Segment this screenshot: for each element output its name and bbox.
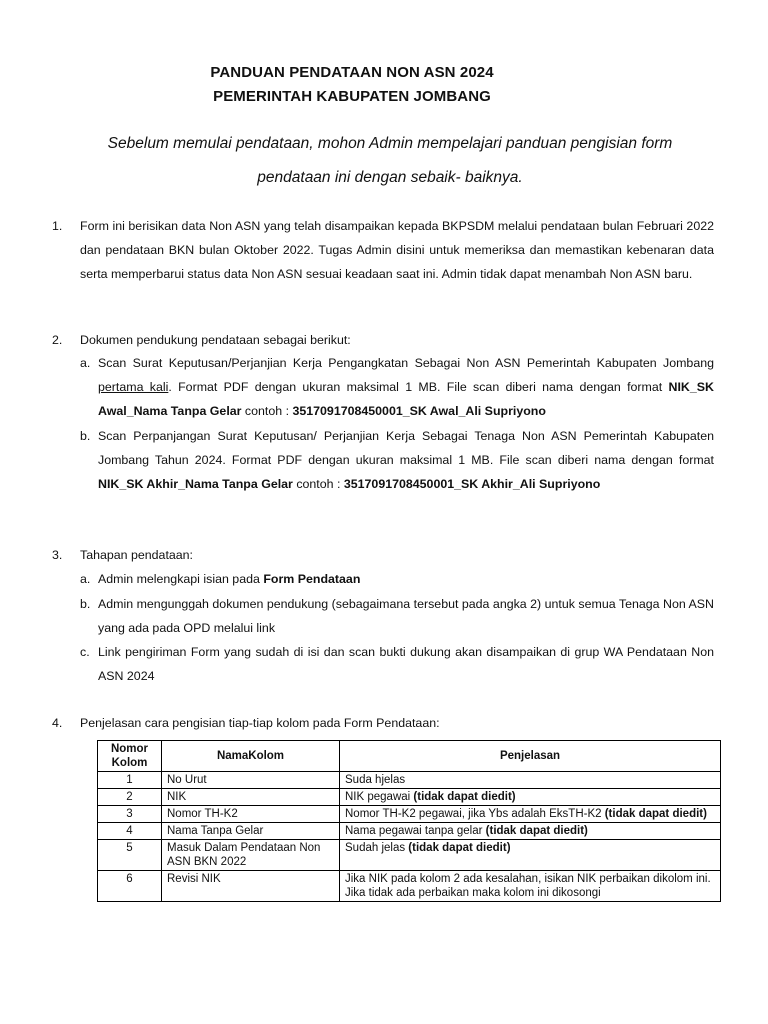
column-explanation — [340, 823, 721, 840]
column-explanation — [340, 789, 721, 806]
table-header-row — [98, 741, 721, 772]
section-1-text: Form ini berisikan data Non ASN yang telah disampaikan kepada BKPSDM melalui pendataan bulan Februari 2022 dan pendataan BKN bulan Oktober 2022. Tugas Admin disini untuk memeriksa dan memastikan kebenaran data serta memperbarui status data Non ASN sesuai keadaan saat ini. Admin tidak dapat menambah Non ASN baru. — [80, 219, 714, 281]
text-run: Scan Perpanjangan Surat Keputusan/ Perjanjian Kerja Sebagai Tenaga Non ASN Pemerintah Kabupaten Jombang Tahun 2024. Format PDF dengan ukuran maksimal 1 MB. File scan diberi nama dengan format — [98, 429, 714, 467]
list-label: b. — [80, 597, 91, 611]
text-run: contoh : — [241, 404, 293, 418]
filename-example: 3517091708450001_SK Akhir_Ali Supriyono — [343, 477, 601, 491]
header-nama-kolom: NamaKolom — [162, 741, 340, 772]
column-explanation — [340, 871, 721, 902]
column-name: No Urut — [162, 772, 340, 789]
list-item-text — [98, 351, 714, 423]
row-number: 4 — [98, 823, 162, 840]
list-item-text: Admin mengunggah dokumen pendukung (sebagaimana tersebut pada angka 2) untuk semua Tenaga Non ASN yang ada pada OPD melalui link — [98, 597, 714, 635]
section-3-number: 3. — [52, 548, 63, 562]
list-item-text: Link pengiriman Form yang sudah di isi dan scan bukti dukung akan disampaikan di grup WA Pendataan Non ASN 2024 — [98, 645, 714, 683]
section-4-text: Penjelasan cara pengisian tiap-tiap kolom pada Form Pendataan: — [80, 716, 440, 730]
list-item-text — [98, 424, 714, 496]
column-name: NIK — [162, 789, 340, 806]
column-name: Nomor TH-K2 — [162, 806, 340, 823]
form-name: Form Pendataan — [263, 572, 361, 586]
row-number: 3 — [98, 806, 162, 823]
section-2-text: Dokumen pendukung pendataan sebagai berikut: — [80, 333, 351, 347]
column-name: Revisi NIK — [162, 871, 340, 902]
explanation-text: Suda hjelas — [345, 774, 406, 786]
section-3-text: Tahapan pendataan: — [80, 548, 193, 562]
filename-format: NIK_SK Akhir_Nama Tanpa Gelar — [98, 477, 293, 491]
table-row — [98, 871, 721, 902]
column-name: Masuk Dalam Pendataan Non ASN BKN 2022 — [162, 840, 340, 871]
intro-line2: pendataan ini dengan sebaik- baiknya. — [257, 169, 523, 186]
text-run: Admin melengkapi isian pada — [98, 572, 264, 586]
table-row — [98, 806, 721, 823]
filename-format: NIK_SK Awal_Nama Tanpa Gelar — [98, 380, 714, 418]
table-row — [98, 772, 721, 789]
explanation-text: NIK pegawai — [345, 791, 414, 803]
column-guide-table — [97, 740, 721, 902]
header-penjelasan: Penjelasan — [340, 741, 721, 772]
text-run: Scan Surat Keputusan/Perjanjian Kerja Pengangkatan Sebagai Non ASN Pemerintah Kabupaten Jombang — [98, 356, 714, 370]
explanation-text: Nama pegawai tanpa gelar — [345, 825, 486, 837]
explanation-note: (tidak dapat diedit) — [408, 842, 511, 854]
column-explanation — [340, 840, 721, 871]
row-number: 2 — [98, 789, 162, 806]
list-label: a. — [80, 356, 91, 370]
table-row — [98, 789, 721, 806]
section-3-item-b — [80, 592, 714, 640]
explanation-text: Nomor TH-K2 pegawai, jika Ybs adalah EksTH-K2 — [345, 808, 605, 820]
section-3-item-a — [80, 567, 714, 591]
section-3-item-c — [80, 640, 714, 688]
section-4-number: 4. — [52, 716, 63, 730]
list-item-text — [98, 567, 714, 591]
row-number: 6 — [98, 871, 162, 902]
list-label: c. — [80, 645, 90, 659]
explanation-note: (tidak dapat diedit) — [413, 791, 516, 803]
column-explanation — [340, 806, 721, 823]
section-1-number: 1. — [52, 219, 63, 233]
document-title-line1: PANDUAN PENDATAAN NON ASN 2024 — [210, 64, 494, 81]
column-name: Nama Tanpa Gelar — [162, 823, 340, 840]
row-number: 1 — [98, 772, 162, 789]
row-number: 5 — [98, 840, 162, 871]
document-title-line2: PEMERINTAH KABUPATEN JOMBANG — [213, 88, 491, 105]
table-row — [98, 840, 721, 871]
section-2-item-a — [80, 351, 714, 423]
list-label: b. — [80, 429, 91, 443]
text-run: contoh : — [292, 477, 344, 491]
section-2-number: 2. — [52, 333, 63, 347]
section-2-item-b — [80, 424, 714, 496]
header-nomor-kolom: Nomor Kolom — [98, 741, 162, 772]
explanation-note: (tidak dapat diedit) — [604, 808, 707, 820]
explanation-note: (tidak dapat diedit) — [485, 825, 588, 837]
list-label: a. — [80, 572, 91, 586]
column-explanation — [340, 772, 721, 789]
explanation-text: Sudah jelas — [345, 842, 409, 854]
table-row — [98, 823, 721, 840]
underlined-text: pertama kali — [98, 380, 169, 394]
intro-line1: Sebelum memulai pendataan, mohon Admin mempelajari panduan pengisian form — [107, 135, 673, 152]
text-run: . Format PDF dengan ukuran maksimal 1 MB. File scan diberi nama dengan format — [168, 380, 669, 394]
filename-example: 3517091708450001_SK Awal_Ali Supriyono — [292, 404, 546, 418]
explanation-text: Jika NIK pada kolom 2 ada kesalahan, isikan NIK perbaikan dikolom ini. Jika tidak ada perbaikan maka kolom ini dikosongi — [345, 873, 711, 899]
